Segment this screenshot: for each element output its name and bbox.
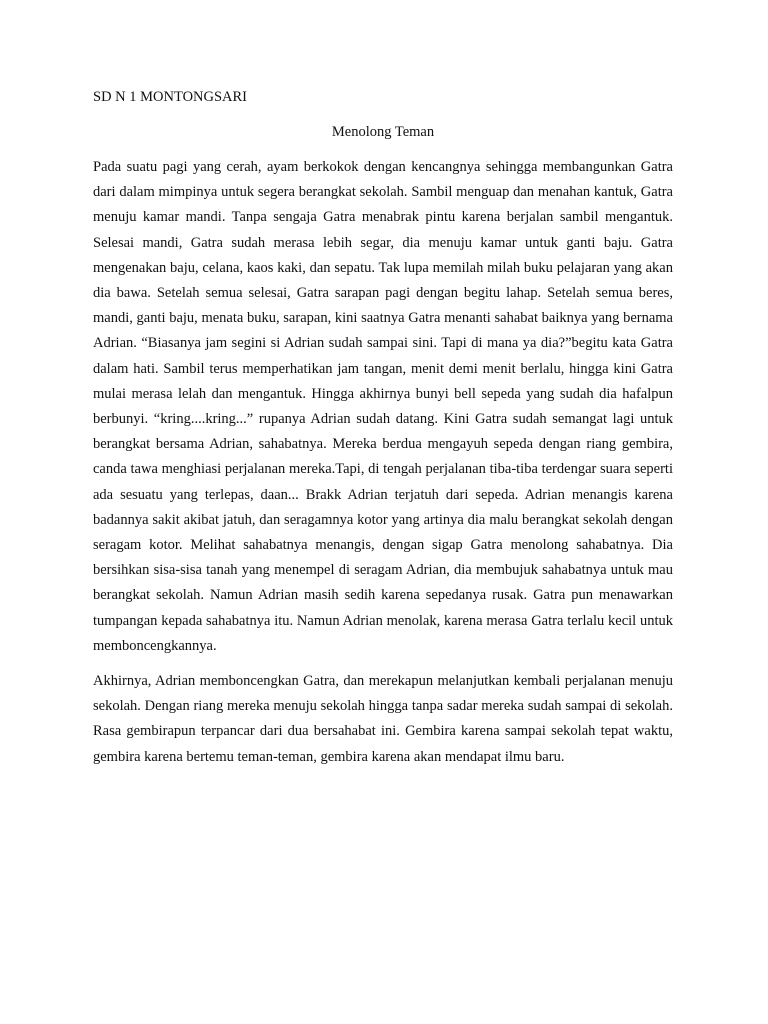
story-title: Menolong Teman: [331, 124, 435, 140]
story-paragraph-1: Pada suatu pagi yang cerah, ayam berkokok dengan kencangnya sehingga membangunkan Gatra dari dalam mimpinya untuk segera berangkat sekolah. Sambil menguap dan menahan kantuk, Gatra menuju kamar mandi. Tanpa sengaja Gatra menabrak pintu karena berjalan sambil mengantuk. Selesai mandi, Gatra sudah merasa lebih segar, dia menuju kamar untuk ganti baju. Gatra mengenakan baju, celana, kaos kaki, dan sepatu. Tak lupa memilah milah buku pelajaran yang akan dia bawa. Setelah semua selesai, Gatra sarapan pagi dengan begitu lahap. Setelah semua beres, mandi, ganti baju, menata buku, sarapan, kini saatnya Gatra menanti sahabat baiknya yang bernama Adrian. “Biasanya jam segini si Adrian sudah sampai sini. Tapi di mana ya dia?”begitu kata Gatra dalam hati. Sambil terus memperhatikan jam tangan, menit demi menit berlalu, hingga kini Gatra mulai merasa lelah dan mengantuk. Hingga akhirnya bunyi bell sepeda yang sudah dia hafalpun berbunyi. “kring....kring...” rupanya Adrian sudah datang. Kini Gatra sudah semangat lagi untuk berangkat bersama Adrian, sahabatnya. Mereka berdua mengayuh sepeda dengan riang gembira, canda tawa menghiasi perjalanan mereka.Tapi, di tengah perjalanan tiba-tiba terdengar suara seperti ada sesuatu yang terlepas, daan... Brakk Adrian terjatuh dari sepeda. Adrian menangis karena badannya sakit akibat jatuh, dan seragamnya kotor yang artinya dia malu berangkat sekolah dengan seragam kotor. Melihat sahabatnya menangis, dengan sigap Gatra menolong sahabatnya. Dia bersihkan sisa-sisa tanah yang menempel di seragam Adrian, dia membujuk sahabatnya untuk mau berangkat sekolah. Namun Adrian masih sedih karena sepedanya rusak. Gatra pun menawarkan tumpangan kepada sahabatnya itu. Namun Adrian menolak, karena merasa Gatra terlalu kecil untuk memboncengkannya.: [93, 159, 673, 654]
document-page: [93, 87, 673, 780]
school-name: SD N 1 MONTONGSARI: [93, 89, 248, 105]
story-paragraph-2: Akhirnya, Adrian memboncengkan Gatra, dan merekapun melanjutkan kembali perjalanan menuju sekolah. Dengan riang mereka menuju sekolah hingga tanpa sadar mereka sudah sampai di sekolah. Rasa gembirapun terpancar dari dua bersahabat ini. Gembira karena sampai sekolah tepat waktu, gembira karena bertemu teman-teman, gembira karena akan mendapat ilmu baru.: [93, 673, 673, 765]
